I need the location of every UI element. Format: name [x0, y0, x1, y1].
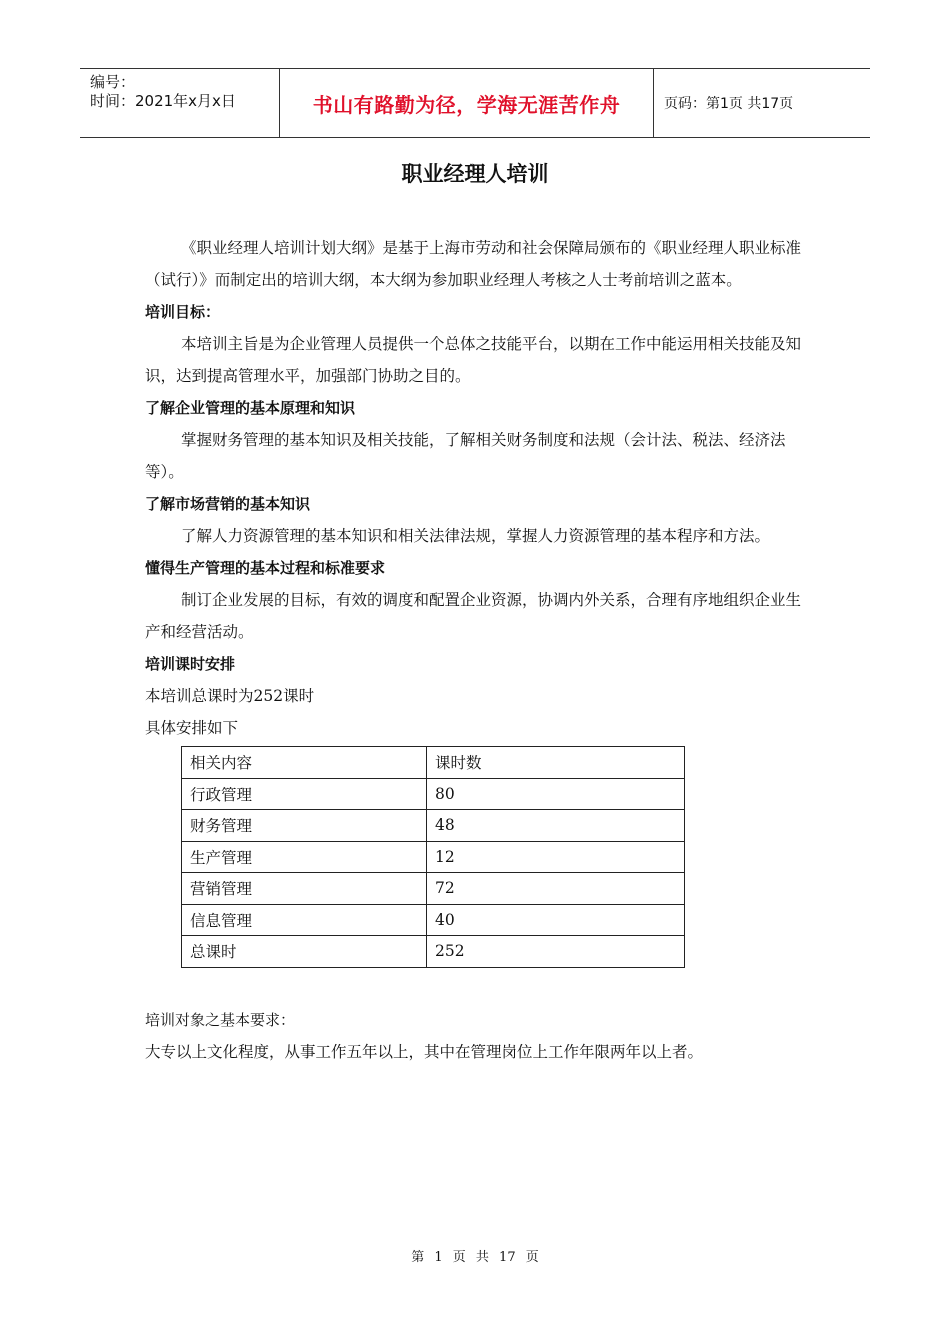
hours-table	[181, 746, 685, 968]
table-cell: 80	[427, 778, 685, 810]
section-3-paragraph: 制订企业发展的目标，有效的调度和配置企业资源，协调内外关系，合理有序地组织企业生产和经营活动。	[145, 591, 802, 641]
table-cell: 72	[427, 873, 685, 905]
intro-paragraph: 《职业经理人培训计划大纲》是基于上海市劳动和社会保障局颁布的《职业经理人职业标准（试行）》而制定出的培训大纲，本大纲为参加职业经理人考核之人士考前培训之蓝本。	[145, 239, 802, 289]
document-number: 编号：	[90, 73, 136, 91]
table-cell: 40	[427, 904, 685, 936]
table-row	[182, 904, 685, 936]
table-cell: 行政管理	[182, 778, 427, 810]
header-slogan: 书山有路勤为径，学海无涯苦作舟	[280, 69, 654, 137]
section-3-heading: 懂得生产管理的基本过程和标准要求	[145, 559, 386, 577]
table-row	[182, 873, 685, 905]
table-header-row	[182, 747, 685, 779]
table-cell: 营销管理	[182, 873, 427, 905]
table-row	[182, 778, 685, 810]
header-page-info: 页码：第1页 共17页	[664, 96, 794, 112]
table-row	[182, 936, 685, 968]
section-1-paragraph: 掌握财务管理的基本知识及相关技能，了解相关财务制度和法规（会计法、税法、经济法等）。	[145, 431, 786, 481]
goal-heading: 培训目标：	[145, 303, 221, 321]
page-footer: 第 1 页 共 17 页	[411, 1250, 539, 1265]
section-2-paragraph: 了解人力资源管理的基本知识和相关法律法规，掌握人力资源管理的基本程序和方法。	[181, 527, 771, 545]
table-cell: 总课时	[182, 936, 427, 968]
hours-heading: 培训课时安排	[145, 655, 236, 673]
page-title: 职业经理人培训	[401, 162, 549, 186]
table-cell: 12	[427, 841, 685, 873]
page-header	[80, 68, 870, 138]
table-cell: 信息管理	[182, 904, 427, 936]
table-cell: 生产管理	[182, 841, 427, 873]
table-header-cell: 课时数	[427, 747, 685, 779]
header-meta	[80, 69, 280, 137]
document-body	[145, 232, 810, 1068]
hours-detail: 具体安排如下	[145, 719, 239, 737]
table-cell: 财务管理	[182, 810, 427, 842]
hours-total: 本培训总课时为252课时	[145, 687, 315, 705]
table-row	[182, 810, 685, 842]
section-1-heading: 了解企业管理的基本原理和知识	[145, 399, 356, 417]
table-cell: 48	[427, 810, 685, 842]
spacer	[145, 968, 810, 1004]
table-cell: 252	[427, 936, 685, 968]
document-time: 时间：2021年x月x日	[90, 92, 236, 110]
goal-paragraph: 本培训主旨是为企业管理人员提供一个总体之技能平台，以期在工作中能运用相关技能及知识，达到提高管理水平，加强部门协助之目的。	[145, 335, 802, 385]
target-paragraph: 大专以上文化程度，从事工作五年以上，其中在管理岗位上工作年限两年以上者。	[145, 1042, 704, 1061]
table-header-cell: 相关内容	[182, 747, 427, 779]
table-row	[182, 841, 685, 873]
section-2-heading: 了解市场营销的基本知识	[145, 495, 311, 513]
target-heading: 培训对象之基本要求：	[145, 1010, 296, 1029]
